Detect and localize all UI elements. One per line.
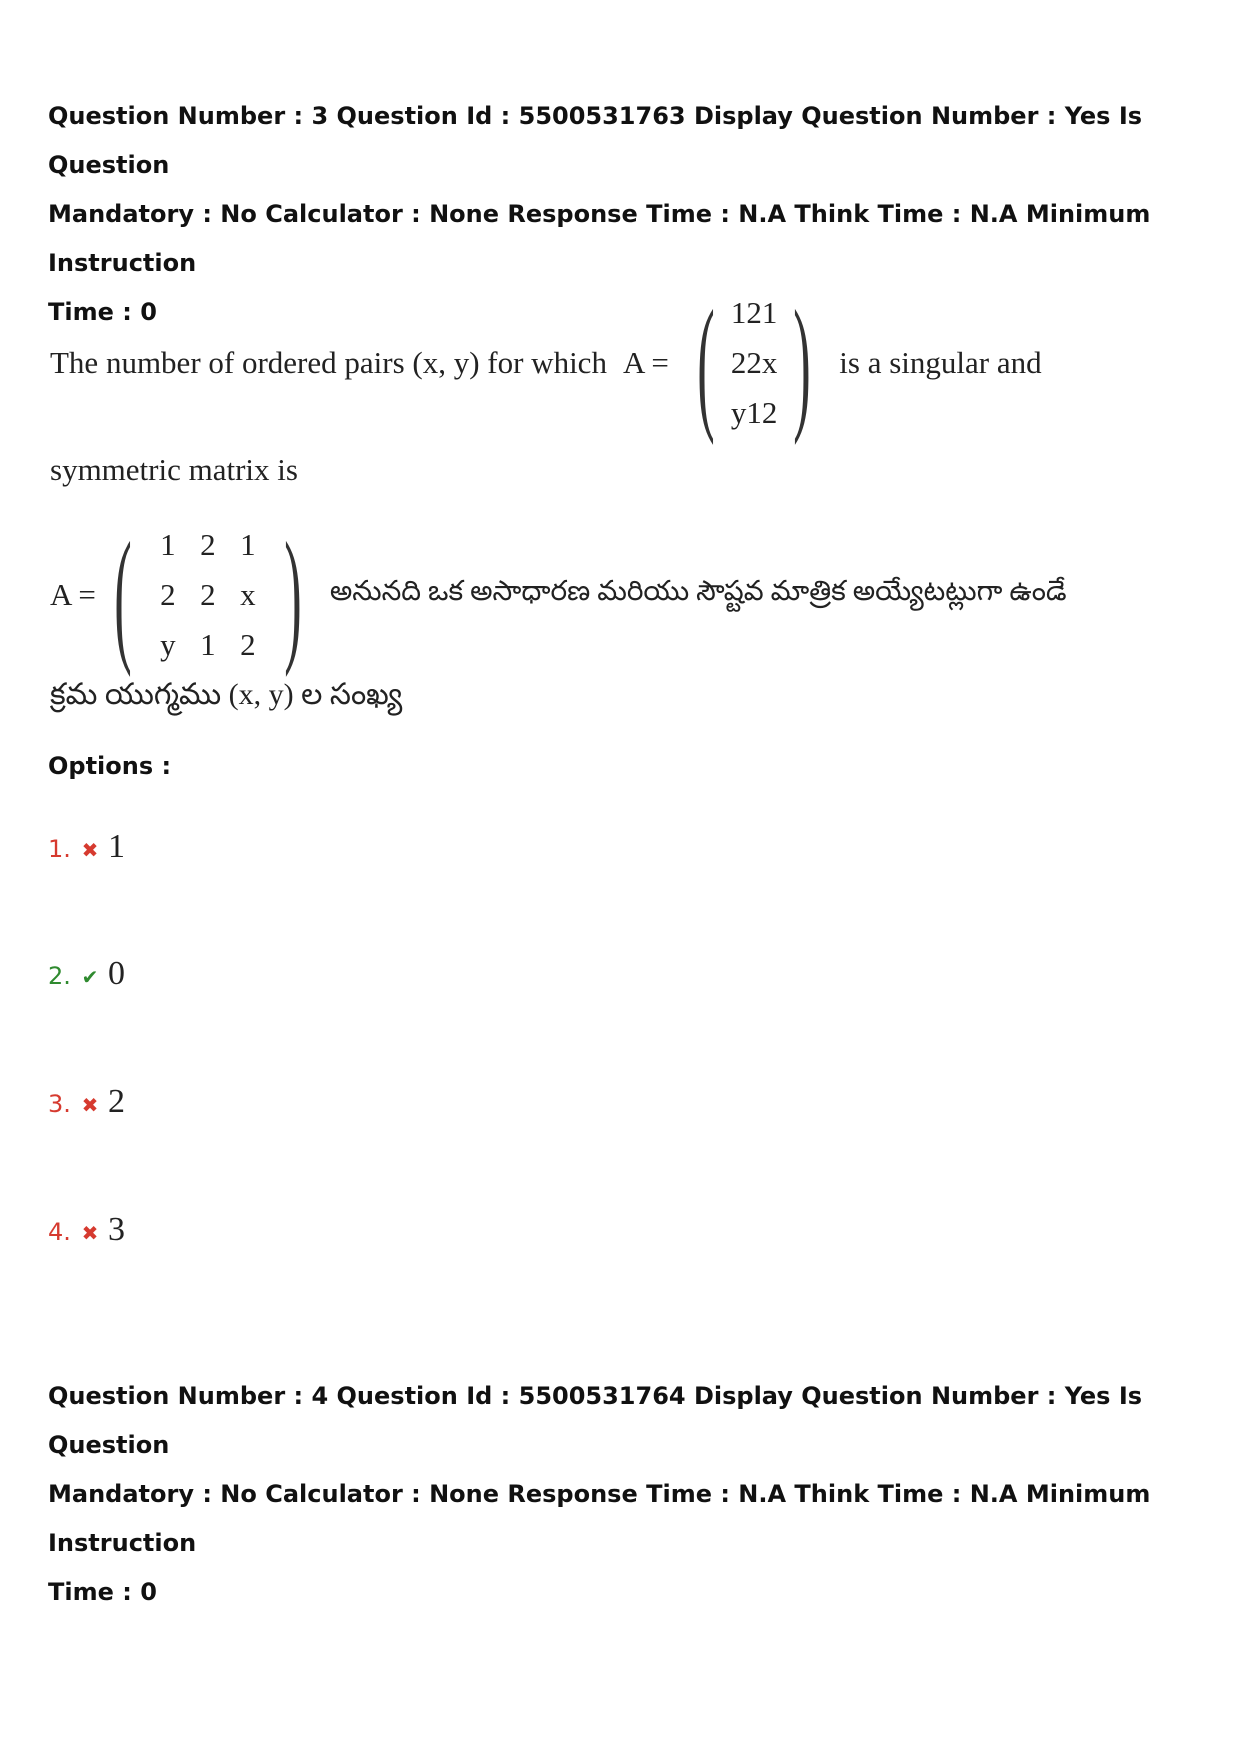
- meta-line: Time : 0: [48, 1578, 157, 1606]
- matrix-cell: y: [730, 395, 747, 430]
- cross-icon: ✖: [81, 838, 99, 862]
- option-2[interactable]: [48, 955, 125, 993]
- telugu-line-2: క్రమ యుగ్మము (x, y) ల సంఖ్య: [50, 678, 403, 711]
- question-prefix: The number of ordered pairs (x, y) for which: [50, 345, 607, 380]
- cross-icon: ✖: [81, 1093, 99, 1117]
- matrix-cell: 2: [761, 395, 778, 430]
- matrix-cell: y: [160, 627, 176, 662]
- option-value: 0: [108, 955, 125, 992]
- question-line-2: symmetric matrix is: [50, 452, 298, 487]
- meta-line: Question Number : 3 Question Id : 5500531763 Display Question Number : Yes Is Question: [48, 102, 1143, 179]
- matrix-lhs: A =: [622, 345, 669, 380]
- matrix-cell: 2: [240, 627, 256, 662]
- left-paren: (: [697, 279, 715, 446]
- check-icon: ✔: [81, 965, 99, 989]
- matrix-cell: x: [240, 577, 256, 612]
- option-number: 1.: [48, 835, 71, 863]
- option-4[interactable]: [48, 1211, 125, 1249]
- option-value: 3: [108, 1211, 125, 1248]
- matrix-cell: 1: [746, 395, 762, 430]
- matrix-cell: 2: [160, 577, 176, 612]
- question-text-telugu: [50, 511, 1150, 719]
- option-number: 3.: [48, 1090, 71, 1118]
- option-value: 1: [108, 828, 125, 865]
- matrix-lhs: A =: [50, 577, 96, 612]
- matrix-cell: 2: [746, 295, 762, 330]
- matrix-a-telugu: [98, 511, 318, 678]
- matrix-cell: 1: [200, 627, 216, 662]
- right-paren: ): [284, 511, 302, 678]
- question-4-meta: [48, 1372, 1208, 1617]
- matrix-cell: 2: [200, 577, 216, 612]
- telugu-text: అనునది ఒక అసాధారణ మరియు సౌష్టవ మాత్రిక అయ్యేటట్లుగా ఉండే: [329, 576, 1067, 607]
- left-paren: (: [114, 511, 132, 678]
- meta-line: Mandatory : No Calculator : None Response Time : N.A Think Time : N.A Minimum Instruction: [48, 200, 1151, 277]
- matrix-cell: 1: [160, 527, 176, 562]
- question-text-english: [50, 279, 1042, 487]
- option-1[interactable]: [48, 828, 125, 866]
- meta-line: Question Number : 4 Question Id : 5500531764 Display Question Number : Yes Is Question: [48, 1382, 1143, 1459]
- meta-line: Mandatory : No Calculator : None Response Time : N.A Think Time : N.A Minimum Instruction: [48, 1480, 1151, 1557]
- matrix-cell: x: [761, 345, 778, 380]
- matrix-cell: 1: [730, 295, 747, 330]
- matrix-cell: 1: [240, 527, 256, 562]
- matrix-cell: 2: [746, 345, 762, 380]
- option-3[interactable]: [48, 1083, 125, 1121]
- matrix-a: [681, 279, 827, 446]
- matrix-cell: 1: [761, 295, 778, 330]
- matrix-cell: 2: [200, 527, 216, 562]
- cross-icon: ✖: [81, 1221, 99, 1245]
- option-number: 2.: [48, 962, 71, 990]
- matrix-cell: 2: [730, 345, 747, 380]
- meta-line: Time : 0: [48, 298, 157, 326]
- right-paren: ): [793, 279, 812, 446]
- question-suffix: is a singular and: [839, 345, 1042, 380]
- option-value: 2: [108, 1083, 125, 1120]
- options-title: Options :: [48, 752, 172, 780]
- option-number: 4.: [48, 1218, 71, 1246]
